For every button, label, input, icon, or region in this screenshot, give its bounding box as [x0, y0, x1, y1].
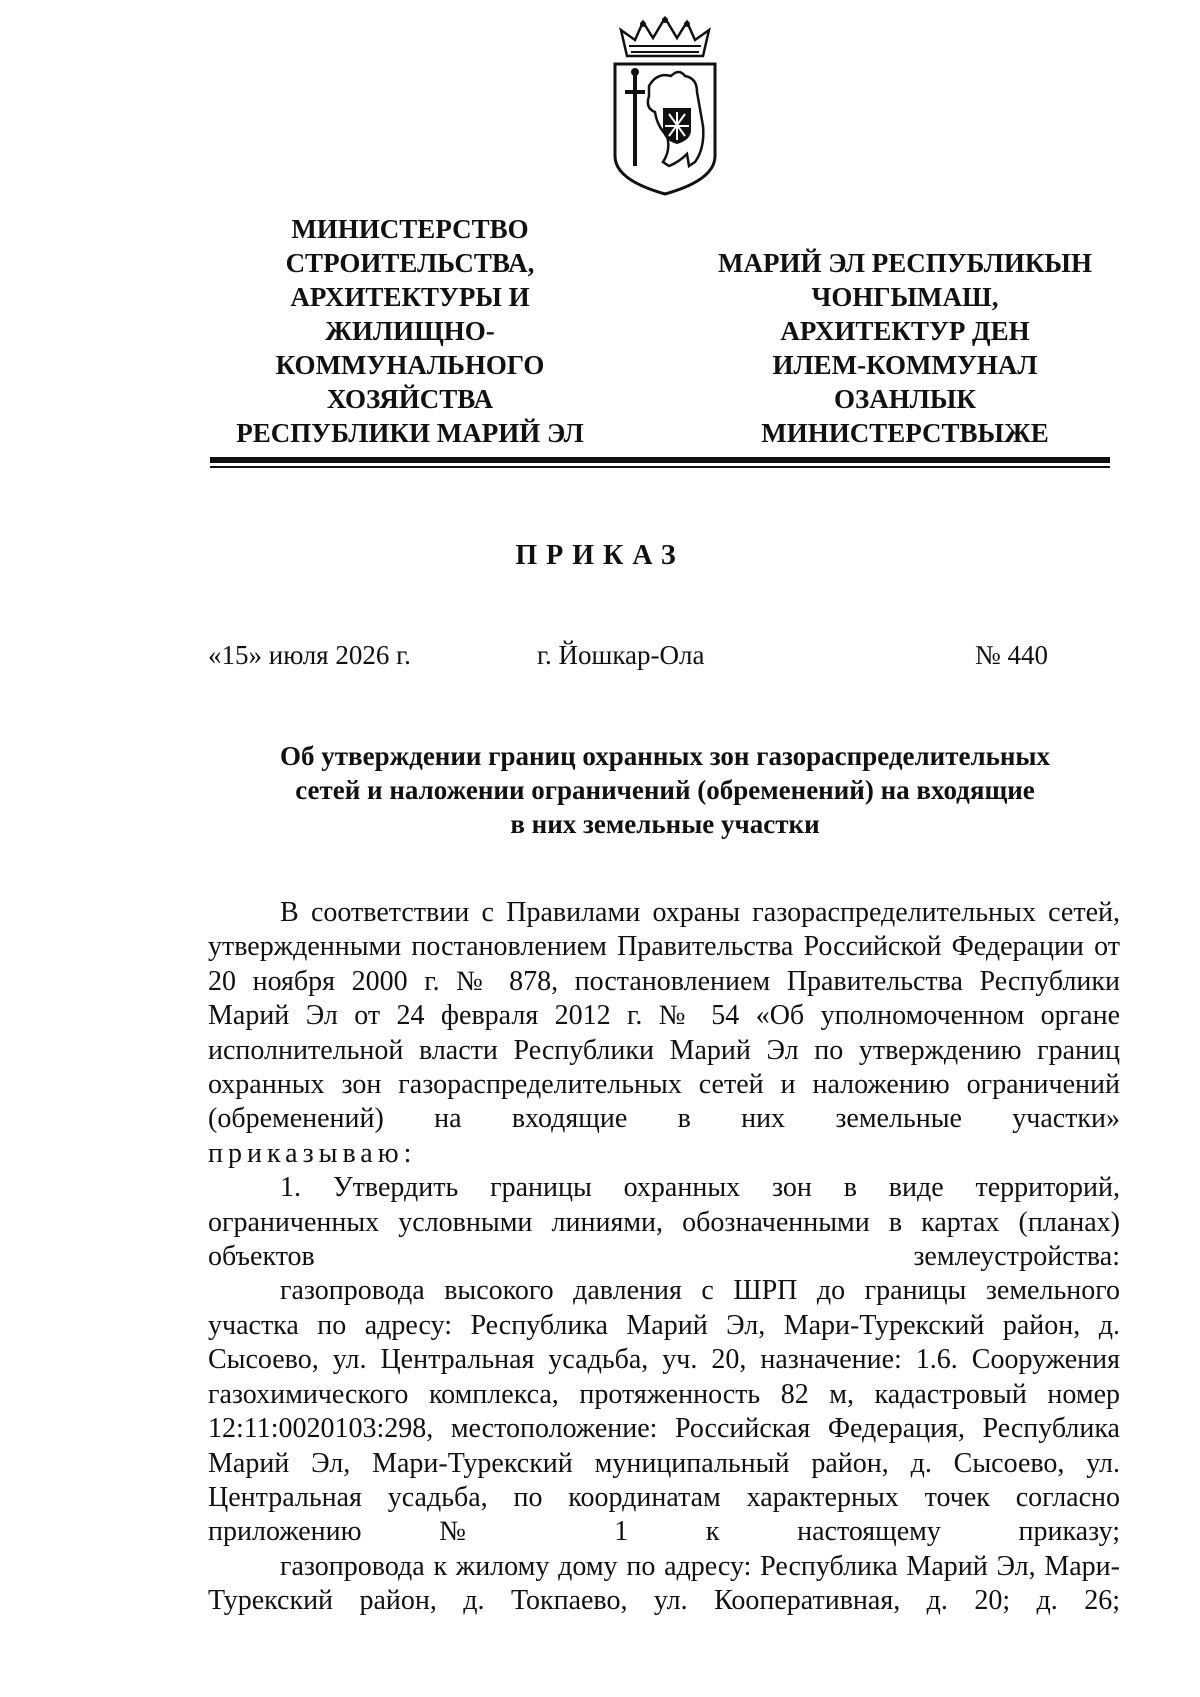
document-subject	[200, 739, 1130, 841]
document-title: ПРИКАЗ	[515, 540, 685, 571]
ministry-name-mari	[675, 246, 1135, 450]
header-divider-thick	[210, 457, 1110, 463]
subject-line: в них земельные участки	[510, 809, 820, 839]
document-body	[208, 896, 1120, 1619]
coat-of-arms-icon	[605, 16, 725, 196]
ministry-name-line: ИЛЕМ-КОММУНАЛ	[772, 350, 1038, 380]
subject-line: сетей и наложении ограничений (обременений) на входящие	[295, 775, 1035, 805]
order-word: приказываю:	[208, 1137, 417, 1169]
ministry-name-line: СТРОИТЕЛЬСТВА,	[285, 248, 535, 278]
ministry-name-line: ОЗАНЛЫК	[834, 384, 976, 414]
ministry-name-line: МИНИСТЕРСТВО	[291, 214, 529, 244]
ministry-name-line: ЧОНГЫМАШ,	[811, 282, 999, 312]
ministry-name-line: РЕСПУБЛИКИ МАРИЙ ЭЛ	[236, 418, 584, 448]
item-1-subitem-2: газопровода к жилому дому по адресу: Республика Марий Эл, Мари-Турекский район, д. Токпаево, ул. Кооперативная, д. 20; д. 26;	[208, 1550, 1120, 1617]
item-1-paragraph: 1. Утвердить границы охранных зон в виде территорий, ограниченных условными линиями, обозначенными в картах (планах) объектов землеустройства:	[208, 1172, 1120, 1273]
document-city: г. Йошкар-Ола	[537, 640, 705, 670]
ministry-name-line: МИНИСТЕРСТВЫЖЕ	[761, 418, 1049, 448]
ministry-name-line: ЖИЛИЩНО-	[325, 316, 495, 346]
header-divider-thin	[210, 466, 1110, 468]
item-1-subitem-1: газопровода высокого давления с ШРП до границы земельного участка по адресу: Республика Марий Эл, Мари-Турекский район, д. Сысоево, ул. Центральная усадьба, уч. 20, назначение: 1.6. Сооружения газохимического комплекса, протяженность 82 м, кадастровый номер 12:11:0020103:298, местоположение: Российская Федерация, Республика Марий Эл, Мари-Турекский муниципальный район, д. Сысоево, ул. Центральная усадьба, по координатам характерных точек согласно приложению № 1 к настоящему приказу;	[208, 1275, 1120, 1548]
ministry-name-line: КОММУНАЛЬНОГО	[275, 350, 545, 380]
preamble-paragraph: В соответствии с Правилами охраны газораспределительных сетей, утвержденными постановлением Правительства Российской Федерации от 20 ноября 2000 г. № 878, постановлением Правительства Республики Марий Эл от 24 февраля 2012 г. № 54 «Об уполномоченном органе исполнительной власти Республики Марий Эл по утверждению границ охранных зон газораспределительных сетей и наложению ограничений (обременений) на входящие в них земельные участки»	[208, 897, 1120, 1135]
ministry-name-line: АРХИТЕКТУРЫ И	[290, 282, 530, 312]
ministry-name-line: АРХИТЕКТУР ДЕН	[780, 316, 1030, 346]
document-number: № 440	[975, 640, 1049, 670]
ministry-name-line: МАРИЙ ЭЛ РЕСПУБЛИКЫН	[718, 248, 1092, 278]
ministry-name-line: ХОЗЯЙСТВА	[326, 384, 494, 414]
subject-line: Об утверждении границ охранных зон газораспределительных	[279, 741, 1051, 771]
order-word-paragraph	[208, 1137, 1120, 1171]
ministry-name-russian	[200, 212, 620, 450]
document-date: «15» июля 2026 г.	[208, 640, 411, 670]
